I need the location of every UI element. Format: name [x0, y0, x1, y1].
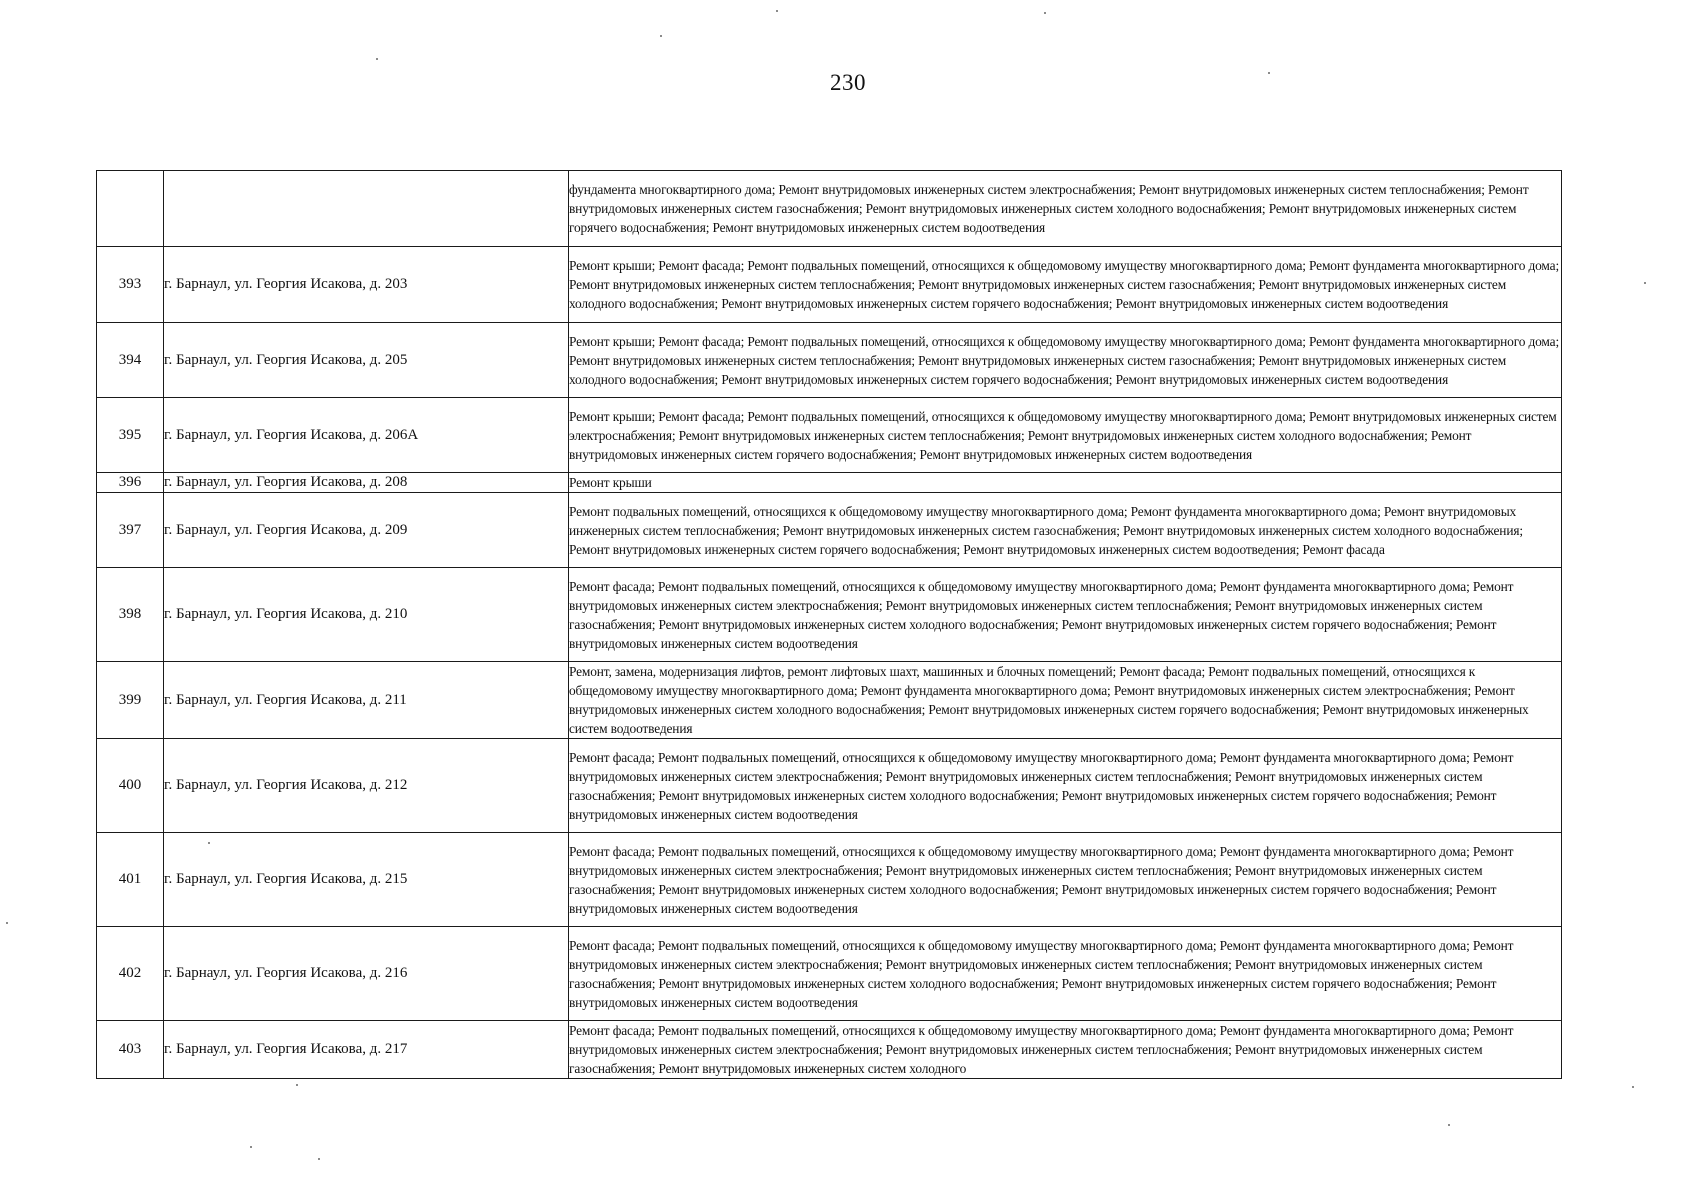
row-number: 399 [97, 662, 164, 739]
page-number: 230 [830, 70, 866, 95]
scan-speck [6, 922, 8, 924]
row-address: г. Барнаул, ул. Георгия Исакова, д. 216 [164, 927, 569, 1021]
row-number: 395 [97, 398, 164, 473]
row-works: Ремонт крыши [569, 473, 1562, 493]
scan-speck [1644, 282, 1646, 284]
row-works: Ремонт фасада; Ремонт подвальных помещений, относящихся к общедомовому имуществу многоквартирного дома; Ремонт фундамента многоквартирного дома; Ремонт внутридомовых инженерных систем электроснабжения; Ремонт внутридомовых инженерных систем теплоснабжения; Ремонт внутридомовых инженерных систем газоснабжения; Ремонт внутридомовых инженерных систем холодного водоснабжения; Ремонт внутридомовых инженерных систем горячего водоснабжения; Ремонт внутридомовых инженерных систем водоотведения [569, 739, 1562, 833]
scan-speck [318, 1158, 320, 1160]
table-row [97, 927, 1562, 1021]
row-number: 393 [97, 247, 164, 323]
table-row [97, 171, 1562, 247]
row-number: 400 [97, 739, 164, 833]
scan-speck [376, 58, 378, 60]
row-number: 394 [97, 323, 164, 398]
table-row [97, 247, 1562, 323]
row-works: Ремонт крыши; Ремонт фасада; Ремонт подвальных помещений, относящихся к общедомовому имуществу многоквартирного дома; Ремонт фундамента многоквартирного дома; Ремонт внутридомовых инженерных систем теплоснабжения; Ремонт внутридомовых инженерных систем газоснабжения; Ремонт внутридомовых инженерных систем холодного водоснабжения; Ремонт внутридомовых инженерных систем горячего водоснабжения; Ремонт внутридомовых инженерных систем водоотведения [569, 247, 1562, 323]
scan-speck [776, 10, 778, 12]
row-number: 397 [97, 493, 164, 568]
row-address: г. Барнаул, ул. Георгия Исакова, д. 205 [164, 323, 569, 398]
row-number [97, 171, 164, 247]
scan-speck [1448, 1124, 1450, 1126]
row-number: 403 [97, 1021, 164, 1079]
table-row [97, 739, 1562, 833]
row-works: Ремонт фасада; Ремонт подвальных помещений, относящихся к общедомовому имуществу многоквартирного дома; Ремонт фундамента многоквартирного дома; Ремонт внутридомовых инженерных систем электроснабжения; Ремонт внутридомовых инженерных систем теплоснабжения; Ремонт внутридомовых инженерных систем газоснабжения; Ремонт внутридомовых инженерных систем холодного водоснабжения; Ремонт внутридомовых инженерных систем горячего водоснабжения; Ремонт внутридомовых инженерных систем водоотведения [569, 927, 1562, 1021]
scan-speck [1268, 72, 1270, 74]
table-row [97, 568, 1562, 662]
row-address: г. Барнаул, ул. Георгия Исакова, д. 211 [164, 662, 569, 739]
scan-speck [296, 1084, 298, 1086]
row-address: г. Барнаул, ул. Георгия Исакова, д. 217 [164, 1021, 569, 1079]
row-works: Ремонт, замена, модернизация лифтов, ремонт лифтовых шахт, машинных и блочных помещений; Ремонт фасада; Ремонт подвальных помещений, относящихся к общедомовому имуществу многоквартирного дома; Ремонт фундамента многоквартирного дома; Ремонт внутридомовых инженерных систем электроснабжения; Ремонт внутридомовых инженерных систем холодного водоснабжения; Ремонт внутридомовых инженерных систем горячего водоснабжения; Ремонт внутридомовых инженерных систем водоотведения [569, 662, 1562, 739]
row-number: 401 [97, 833, 164, 927]
scan-speck [660, 35, 662, 37]
row-works: фундамента многоквартирного дома; Ремонт внутридомовых инженерных систем электроснабжения; Ремонт внутридомовых инженерных систем теплоснабжения; Ремонт внутридомовых инженерных систем газоснабжения; Ремонт внутридомовых инженерных систем холодного водоснабжения; Ремонт внутридомовых инженерных систем горячего водоснабжения; Ремонт внутридомовых инженерных систем водоотведения [569, 171, 1562, 247]
row-number: 396 [97, 473, 164, 493]
table-body [97, 171, 1562, 1079]
row-works: Ремонт крыши; Ремонт фасада; Ремонт подвальных помещений, относящихся к общедомовому имуществу многоквартирного дома; Ремонт внутридомовых инженерных систем электроснабжения; Ремонт внутридомовых инженерных систем теплоснабжения; Ремонт внутридомовых инженерных систем холодного водоснабжения; Ремонт внутридомовых инженерных систем горячего водоснабжения; Ремонт внутридомовых инженерных систем водоотведения [569, 398, 1562, 473]
row-number: 398 [97, 568, 164, 662]
row-works: Ремонт фасада; Ремонт подвальных помещений, относящихся к общедомовому имуществу многоквартирного дома; Ремонт фундамента многоквартирного дома; Ремонт внутридомовых инженерных систем электроснабжения; Ремонт внутридомовых инженерных систем теплоснабжения; Ремонт внутридомовых инженерных систем газоснабжения; Ремонт внутридомовых инженерных систем холодного водоснабжения; Ремонт внутридомовых инженерных систем горячего водоснабжения; Ремонт внутридомовых инженерных систем водоотведения [569, 833, 1562, 927]
row-address: г. Барнаул, ул. Георгия Исакова, д. 206А [164, 398, 569, 473]
table-row [97, 473, 1562, 493]
table-row [97, 1021, 1562, 1079]
scan-speck [208, 842, 210, 844]
table-row [97, 662, 1562, 739]
row-address: г. Барнаул, ул. Георгия Исакова, д. 215 [164, 833, 569, 927]
row-address: г. Барнаул, ул. Георгия Исакова, д. 209 [164, 493, 569, 568]
table-row [97, 493, 1562, 568]
row-works: Ремонт крыши; Ремонт фасада; Ремонт подвальных помещений, относящихся к общедомовому имуществу многоквартирного дома; Ремонт фундамента многоквартирного дома; Ремонт внутридомовых инженерных систем теплоснабжения; Ремонт внутридомовых инженерных систем газоснабжения; Ремонт внутридомовых инженерных систем холодного водоснабжения; Ремонт внутридомовых инженерных систем горячего водоснабжения; Ремонт внутридомовых инженерных систем водоотведения [569, 323, 1562, 398]
row-address: г. Барнаул, ул. Георгия Исакова, д. 203 [164, 247, 569, 323]
scan-speck [1044, 12, 1046, 14]
row-address [164, 171, 569, 247]
row-number: 402 [97, 927, 164, 1021]
table-row [97, 323, 1562, 398]
table-row [97, 833, 1562, 927]
row-address: г. Барнаул, ул. Георгия Исакова, д. 212 [164, 739, 569, 833]
table-row [97, 398, 1562, 473]
row-works: Ремонт подвальных помещений, относящихся к общедомовому имуществу многоквартирного дома; Ремонт фундамента многоквартирного дома; Ремонт внутридомовых инженерных систем теплоснабжения; Ремонт внутридомовых инженерных систем газоснабжения; Ремонт внутридомовых инженерных систем холодного водоснабжения; Ремонт внутридомовых инженерных систем горячего водоснабжения; Ремонт внутридомовых инженерных систем водоотведения; Ремонт фасада [569, 493, 1562, 568]
scan-speck [250, 1146, 252, 1148]
row-address: г. Барнаул, ул. Георгия Исакова, д. 210 [164, 568, 569, 662]
row-address: г. Барнаул, ул. Георгия Исакова, д. 208 [164, 473, 569, 493]
works-registry-table [96, 170, 1562, 1079]
row-works: Ремонт фасада; Ремонт подвальных помещений, относящихся к общедомовому имуществу многоквартирного дома; Ремонт фундамента многоквартирного дома; Ремонт внутридомовых инженерных систем электроснабжения; Ремонт внутридомовых инженерных систем теплоснабжения; Ремонт внутридомовых инженерных систем газоснабжения; Ремонт внутридомовых инженерных систем холодного водоснабжения; Ремонт внутридомовых инженерных систем горячего водоснабжения; Ремонт внутридомовых инженерных систем водоотведения [569, 568, 1562, 662]
row-works: Ремонт фасада; Ремонт подвальных помещений, относящихся к общедомовому имуществу многоквартирного дома; Ремонт фундамента многоквартирного дома; Ремонт внутридомовых инженерных систем электроснабжения; Ремонт внутридомовых инженерных систем теплоснабжения; Ремонт внутридомовых инженерных систем газоснабжения; Ремонт внутридомовых инженерных систем холодного [569, 1021, 1562, 1079]
scan-speck [1632, 1086, 1634, 1088]
